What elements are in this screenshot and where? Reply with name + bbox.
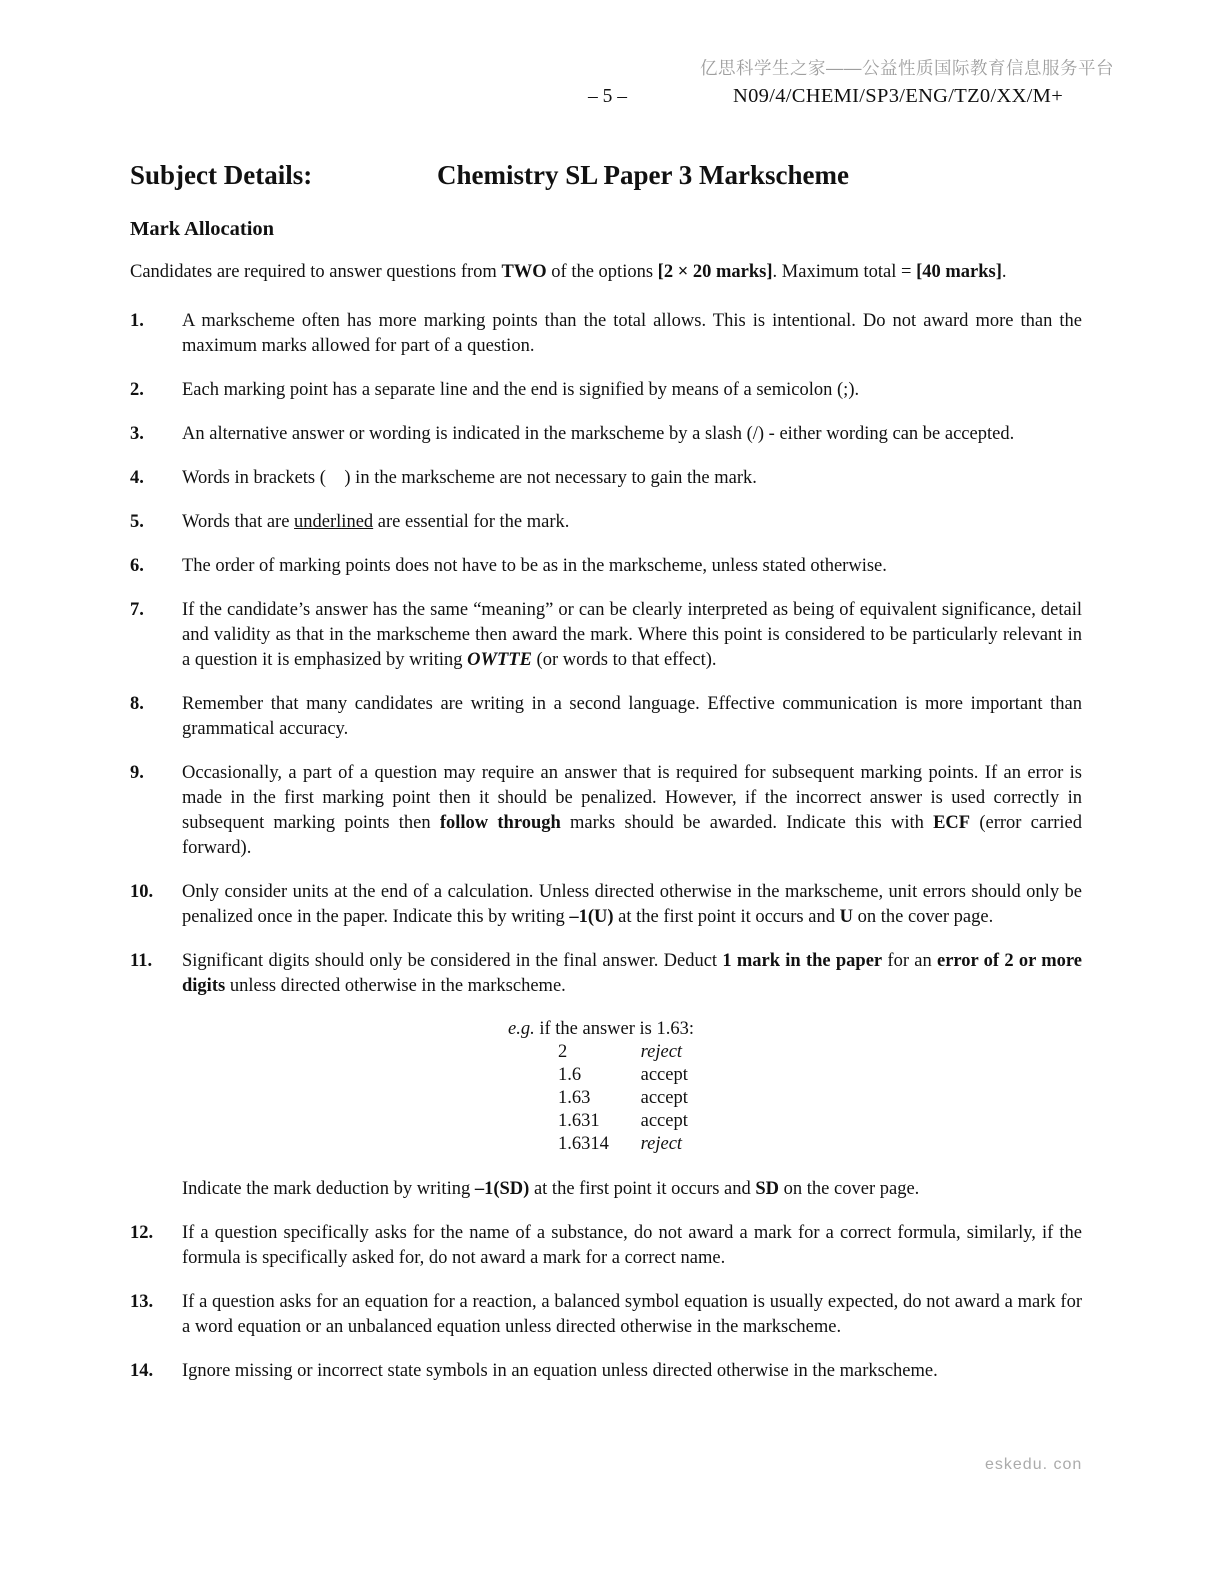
- list-item: [130, 761, 1082, 861]
- items-list-lower: [130, 1221, 1082, 1384]
- example-row: [558, 1087, 1082, 1110]
- item-number: 13.: [130, 1292, 154, 1312]
- item-text: If a question asks for an equation for a reaction, a balanced symbol equation is usually expected, do not award a mark for a word equation or an unbalanced equation unless directed otherwise in the markscheme.: [182, 1292, 1082, 1337]
- example-block: [130, 1018, 1082, 1156]
- example-value: 1.63: [558, 1088, 591, 1108]
- list-item: [130, 422, 1082, 447]
- indicate-paragraph: Indicate the mark deduction by writing –1(SD) at the first point it occurs and SD on the cover page.: [182, 1179, 920, 1199]
- item-text: Each marking point has a separate line and the end is signified by means of a semicolon (;).: [182, 380, 860, 400]
- example-row: [558, 1133, 1082, 1156]
- item-text: Remember that many candidates are writing in a second language. Effective communication is more important than grammatical accuracy.: [182, 694, 1082, 739]
- list-item: [130, 598, 1082, 673]
- example-verdict: accept: [640, 1065, 688, 1085]
- title-value: Chemistry SL Paper 3 Markscheme: [437, 160, 849, 190]
- item-number: 7.: [130, 600, 144, 620]
- list-item: [130, 949, 1082, 999]
- example-verdict: accept: [640, 1088, 688, 1108]
- list-item: [130, 554, 1082, 579]
- item-text: Only consider units at the end of a calculation. Unless directed otherwise in the markscheme, unit errors should only be penalized once in the paper. Indicate this by writing –1(U) at the first point it occurs and U on the cover page.: [182, 882, 1082, 927]
- example-row: [558, 1064, 1082, 1087]
- item-number: 4.: [130, 468, 144, 488]
- item-number: 5.: [130, 512, 144, 532]
- header-watermark-chinese: 亿思科学生之家——公益性质国际教育信息服务平台: [700, 58, 1114, 78]
- list-item: [130, 378, 1082, 403]
- list-item: [130, 1290, 1082, 1340]
- example-verdict: accept: [640, 1111, 688, 1131]
- example-value: 1.6314: [558, 1134, 609, 1154]
- item-text: Words in brackets ( ) in the markscheme are not necessary to gain the mark.: [182, 468, 757, 488]
- item-text: Occasionally, a part of a question may require an answer that is required for subsequent marking points. If an error is made in the first marking point then it should be penalized. However, if the incorrect answer is used correctly in subsequent marking points then follow through marks should be awarded. Indicate this with ECF (error carried forward).: [182, 763, 1082, 858]
- item-number: 1.: [130, 311, 144, 331]
- footer-watermark: eskedu. con: [985, 1456, 1083, 1473]
- paper-code: N09/4/CHEMI/SP3/ENG/TZ0/XX/M+: [733, 85, 1064, 107]
- item-text: If the candidate’s answer has the same “meaning” or can be clearly interpreted as being of equivalent significance, detail and validity as that in the markscheme then award the mark. Where this point is considered to be particularly relevant in a question it is emphasized by writing OWTTE (or words to that effect).: [182, 600, 1082, 670]
- example-verdict: reject: [640, 1042, 683, 1062]
- list-item: [130, 309, 1082, 359]
- item-number: 9.: [130, 763, 144, 783]
- item-text: Significant digits should only be considered in the final answer. Deduct 1 mark in the paper for an error of 2 or more digits unless directed otherwise in the markscheme.: [182, 951, 1083, 996]
- item-text: A markscheme often has more marking points than the total allows. This is intentional. Do not award more than the maximum marks allowed for part of a question.: [182, 311, 1082, 356]
- example-row: [558, 1041, 1082, 1064]
- item-number: 8.: [130, 694, 144, 714]
- item-number: 3.: [130, 424, 144, 444]
- item-number: 11.: [130, 951, 153, 971]
- section-heading: Mark Allocation: [130, 218, 275, 240]
- item-number: 2.: [130, 380, 144, 400]
- title-label: Subject Details:: [130, 160, 313, 190]
- list-item: [130, 466, 1082, 491]
- example-row: [558, 1110, 1082, 1133]
- item-number: 10.: [130, 882, 154, 902]
- item-number: 12.: [130, 1223, 154, 1243]
- item-number: 6.: [130, 556, 144, 576]
- list-item: [130, 1221, 1082, 1271]
- item-text: Ignore missing or incorrect state symbols in an equation unless directed otherwise in the markscheme.: [182, 1361, 938, 1381]
- item-text: An alternative answer or wording is indicated in the markscheme by a slash (/) - either wording can be accepted.: [182, 424, 1015, 444]
- document-title: [130, 158, 1082, 192]
- item-text: The order of marking points does not have to be as in the markscheme, unless stated otherwise.: [182, 556, 887, 576]
- item-text: If a question specifically asks for the name of a substance, do not award a mark for a correct formula, similarly, if the formula is specifically asked for, do not award a mark for a correct name.: [182, 1223, 1082, 1268]
- item-number: 14.: [130, 1361, 154, 1381]
- example-caption: e.g. if the answer is 1.63:: [508, 1019, 694, 1039]
- list-item: [130, 692, 1082, 742]
- list-item: [130, 1359, 1082, 1384]
- items-list-upper: [130, 309, 1082, 999]
- page-content: [130, 158, 1082, 1384]
- page-number: – 5 –: [588, 86, 627, 107]
- example-rows: [130, 1041, 1082, 1156]
- intro-paragraph: Candidates are required to answer questions from TWO of the options [2 × 20 marks]. Maximum total = [40 marks].: [130, 262, 1007, 282]
- list-item: [130, 880, 1082, 930]
- example-value: 1.631: [558, 1111, 600, 1131]
- list-item: [130, 510, 1082, 535]
- example-verdict: reject: [640, 1134, 683, 1154]
- item-text: Words that are underlined are essential for the mark.: [182, 512, 570, 532]
- example-value: 2: [558, 1042, 568, 1062]
- example-value: 1.6: [558, 1065, 582, 1085]
